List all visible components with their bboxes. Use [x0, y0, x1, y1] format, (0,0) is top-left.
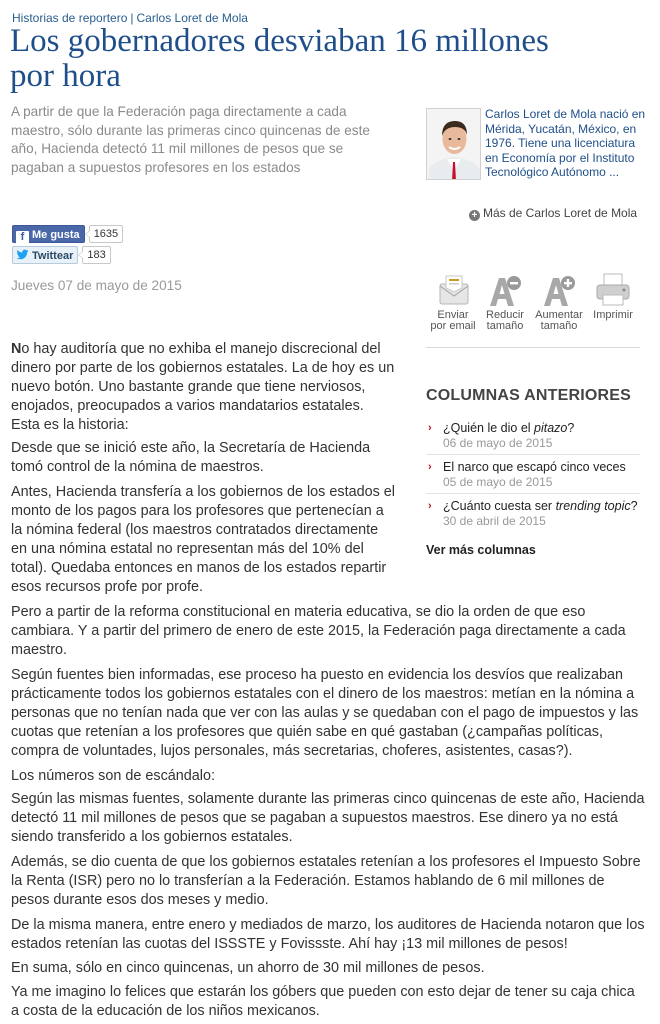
previous-column-title[interactable] — [443, 499, 638, 513]
previous-column-title-text[interactable]: El narco que escapó cinco veces — [443, 460, 626, 474]
facebook-icon: f — [16, 231, 29, 244]
article-paragraph-text: o hay auditoría que no exhiba el manejo discrecional del dinero por parte de los gobiernos estatales. La de hoy es un nuevo botón. Uno bastante grande que tiene nerviosos, enojados, preocupados a varios mandatarios estatales. Esta es la historia: — [11, 341, 395, 433]
article-summary: A partir de que la Federación paga directamente a cada maestro, sólo durante las primeras cinco quincenas de este año, Hacienda detectó 11 mil millones de pesos que se pagaban a supuestos profesores en los estados — [11, 104, 370, 175]
previous-columns-heading: COLUMNAS ANTERIORES — [426, 387, 631, 404]
author-box — [426, 107, 648, 197]
increase-font-button[interactable] — [532, 268, 586, 332]
article-paragraph: Según fuentes bien informadas, ese proceso ha puesto en evidencia los desvíos que realizaban prácticamente todos los gobiernos estatales con el dinero de los maestros: metían en la nómina a personas que no tenían nada que ver con las aulas y se quedaban con el pago de impuestos y las cuotas que retenían a los profesores que quién sabe en qué gastaban (¿campañas políticas, compra de voluntades, lujos personales, más secretarias, choferes, asistentes, casas?). — [11, 667, 639, 759]
article-paragraph: Pero a partir de la reforma constitucional en materia educativa, se dio la orden de que eso cambiara. Y a partir del primero de enero de este 2015, la Federación paga directamente a cada maestro. — [11, 604, 626, 658]
previous-column-date: 30 de abril de 2015 — [443, 514, 546, 528]
previous-column-title-text[interactable]: ¿Quién le dio el — [443, 421, 535, 435]
author-bio-text[interactable]: Carlos Loret de Mola nació en Mérida, Yucatán, México, en 1976. Tiene una licenciatura en Economía por el Instituto Tecnológico Autónomo ... — [485, 107, 646, 179]
article-paragraph: Según las mismas fuentes, solamente durante las primeras cinco quincenas de este año, Hacienda detectó 11 mil millones de pesos que se pagaban a supuestos maestros. Ese dinero ya no está siendo transferido a los gobiernos estatales. — [11, 791, 645, 845]
increase-font-label-1: Aumentar — [535, 309, 583, 321]
twitter-bird-icon — [16, 248, 29, 261]
twitter-share-button[interactable] — [12, 246, 78, 264]
breadcrumb-separator: | — [130, 11, 134, 25]
reduce-font-label-2: tamaño — [486, 320, 524, 332]
chevron-right-icon: › — [428, 500, 432, 512]
article-paragraph: Los números son de escándalo: — [11, 768, 215, 784]
chevron-right-icon: › — [428, 461, 432, 473]
chevron-right-icon: › — [428, 422, 432, 434]
email-tool-button[interactable] — [426, 268, 480, 332]
previous-column-title-emphasis[interactable]: trending topic — [555, 499, 631, 513]
twitter-share-label: Twittear — [32, 250, 74, 262]
breadcrumb-section-link[interactable]: Historias de reportero — [12, 11, 128, 25]
more-from-author-label[interactable]: Más de Carlos Loret de Mola — [483, 206, 638, 220]
twitter-share-widget — [12, 246, 111, 264]
author-bio[interactable] — [426, 107, 648, 181]
article-paragraph: En suma, sólo en cinco quincenas, un ahorro de 30 mil millones de pesos. — [11, 960, 485, 976]
printer-icon — [586, 268, 640, 310]
facebook-like-label: Me gusta — [32, 229, 80, 241]
more-columns-link[interactable]: Ver más columnas — [426, 543, 536, 557]
email-tool-label-2: por email — [430, 320, 476, 332]
previous-column-title-text[interactable]: ¿Cuánto cuesta ser — [443, 499, 556, 513]
more-from-author-link[interactable] — [469, 206, 637, 221]
article-tools — [426, 268, 640, 348]
article-paragraph — [11, 340, 396, 435]
facebook-like-widget — [12, 225, 123, 243]
reduce-font-icon — [478, 268, 532, 310]
headline-line-1: Los gobernadores desviaban 16 millones — [10, 23, 549, 59]
previous-column-title[interactable] — [443, 421, 574, 435]
breadcrumb-author-link[interactable]: Carlos Loret de Mola — [136, 11, 248, 25]
twitter-share-count: 183 — [82, 246, 110, 264]
article-paragraph: Antes, Hacienda transfería a los gobiernos de los estados el monto de los pagos para los profesores que pertenecían a la nómina federal (los maestros contratados directamente en una nómina estatal no representan más del 10% del total). Quedaba entonces en manos de los estados repartir esos recursos profe por profe. — [11, 484, 395, 595]
divider — [426, 493, 640, 494]
previous-column-title-emphasis[interactable]: pitazo — [534, 421, 568, 435]
previous-column-title-suffix[interactable]: ? — [567, 421, 575, 435]
article-headline — [10, 24, 650, 94]
divider — [426, 454, 640, 455]
print-button[interactable] — [586, 268, 640, 321]
article-paragraph: Además, se dio cuenta de que los gobiernos estatales retenían a los profesores el Impuesto Sobre la Renta (ISR) pero no lo transferían a la Federación. Estamos hablando de 6 mil millones de pesos durante esos dos meses y medio. — [11, 854, 641, 908]
plus-circle-icon: + — [469, 210, 480, 221]
email-envelope-icon — [426, 268, 480, 310]
print-label: Imprimir — [593, 309, 633, 321]
previous-column-title-suffix[interactable]: ? — [630, 499, 638, 513]
article-paragraph: Desde que se inició este año, la Secretaría de Hacienda tomó control de la nómina de maestros. — [11, 440, 371, 475]
article-paragraph: Ya me imagino lo felices que estarán los góbers que pueden con esto dejar de tener su caja chica a costa de la educación de los niños mexicanos. — [11, 984, 635, 1019]
email-tool-label-1: Enviar — [437, 309, 469, 321]
facebook-like-count: 1635 — [89, 225, 123, 243]
headline-line-2: por hora — [10, 58, 121, 94]
article-date: Jueves 07 de mayo de 2015 — [11, 278, 182, 293]
dropcap: N — [11, 341, 22, 357]
previous-column-date: 05 de mayo de 2015 — [443, 475, 553, 489]
facebook-like-button[interactable] — [12, 225, 85, 243]
reduce-font-button[interactable] — [478, 268, 532, 332]
article-paragraph: De la misma manera, entre enero y mediados de marzo, los auditores de Hacienda notaron que los estados retenían las cuotas del ISSSTE y Fovissste. Ahí hay ¡13 mil millones de pesos! — [11, 917, 645, 952]
increase-font-label-2: tamaño — [540, 320, 578, 332]
previous-column-date: 06 de mayo de 2015 — [443, 436, 553, 450]
reduce-font-label-1: Reducir — [486, 309, 524, 321]
previous-column-title[interactable] — [443, 460, 626, 474]
increase-font-icon — [532, 268, 586, 310]
